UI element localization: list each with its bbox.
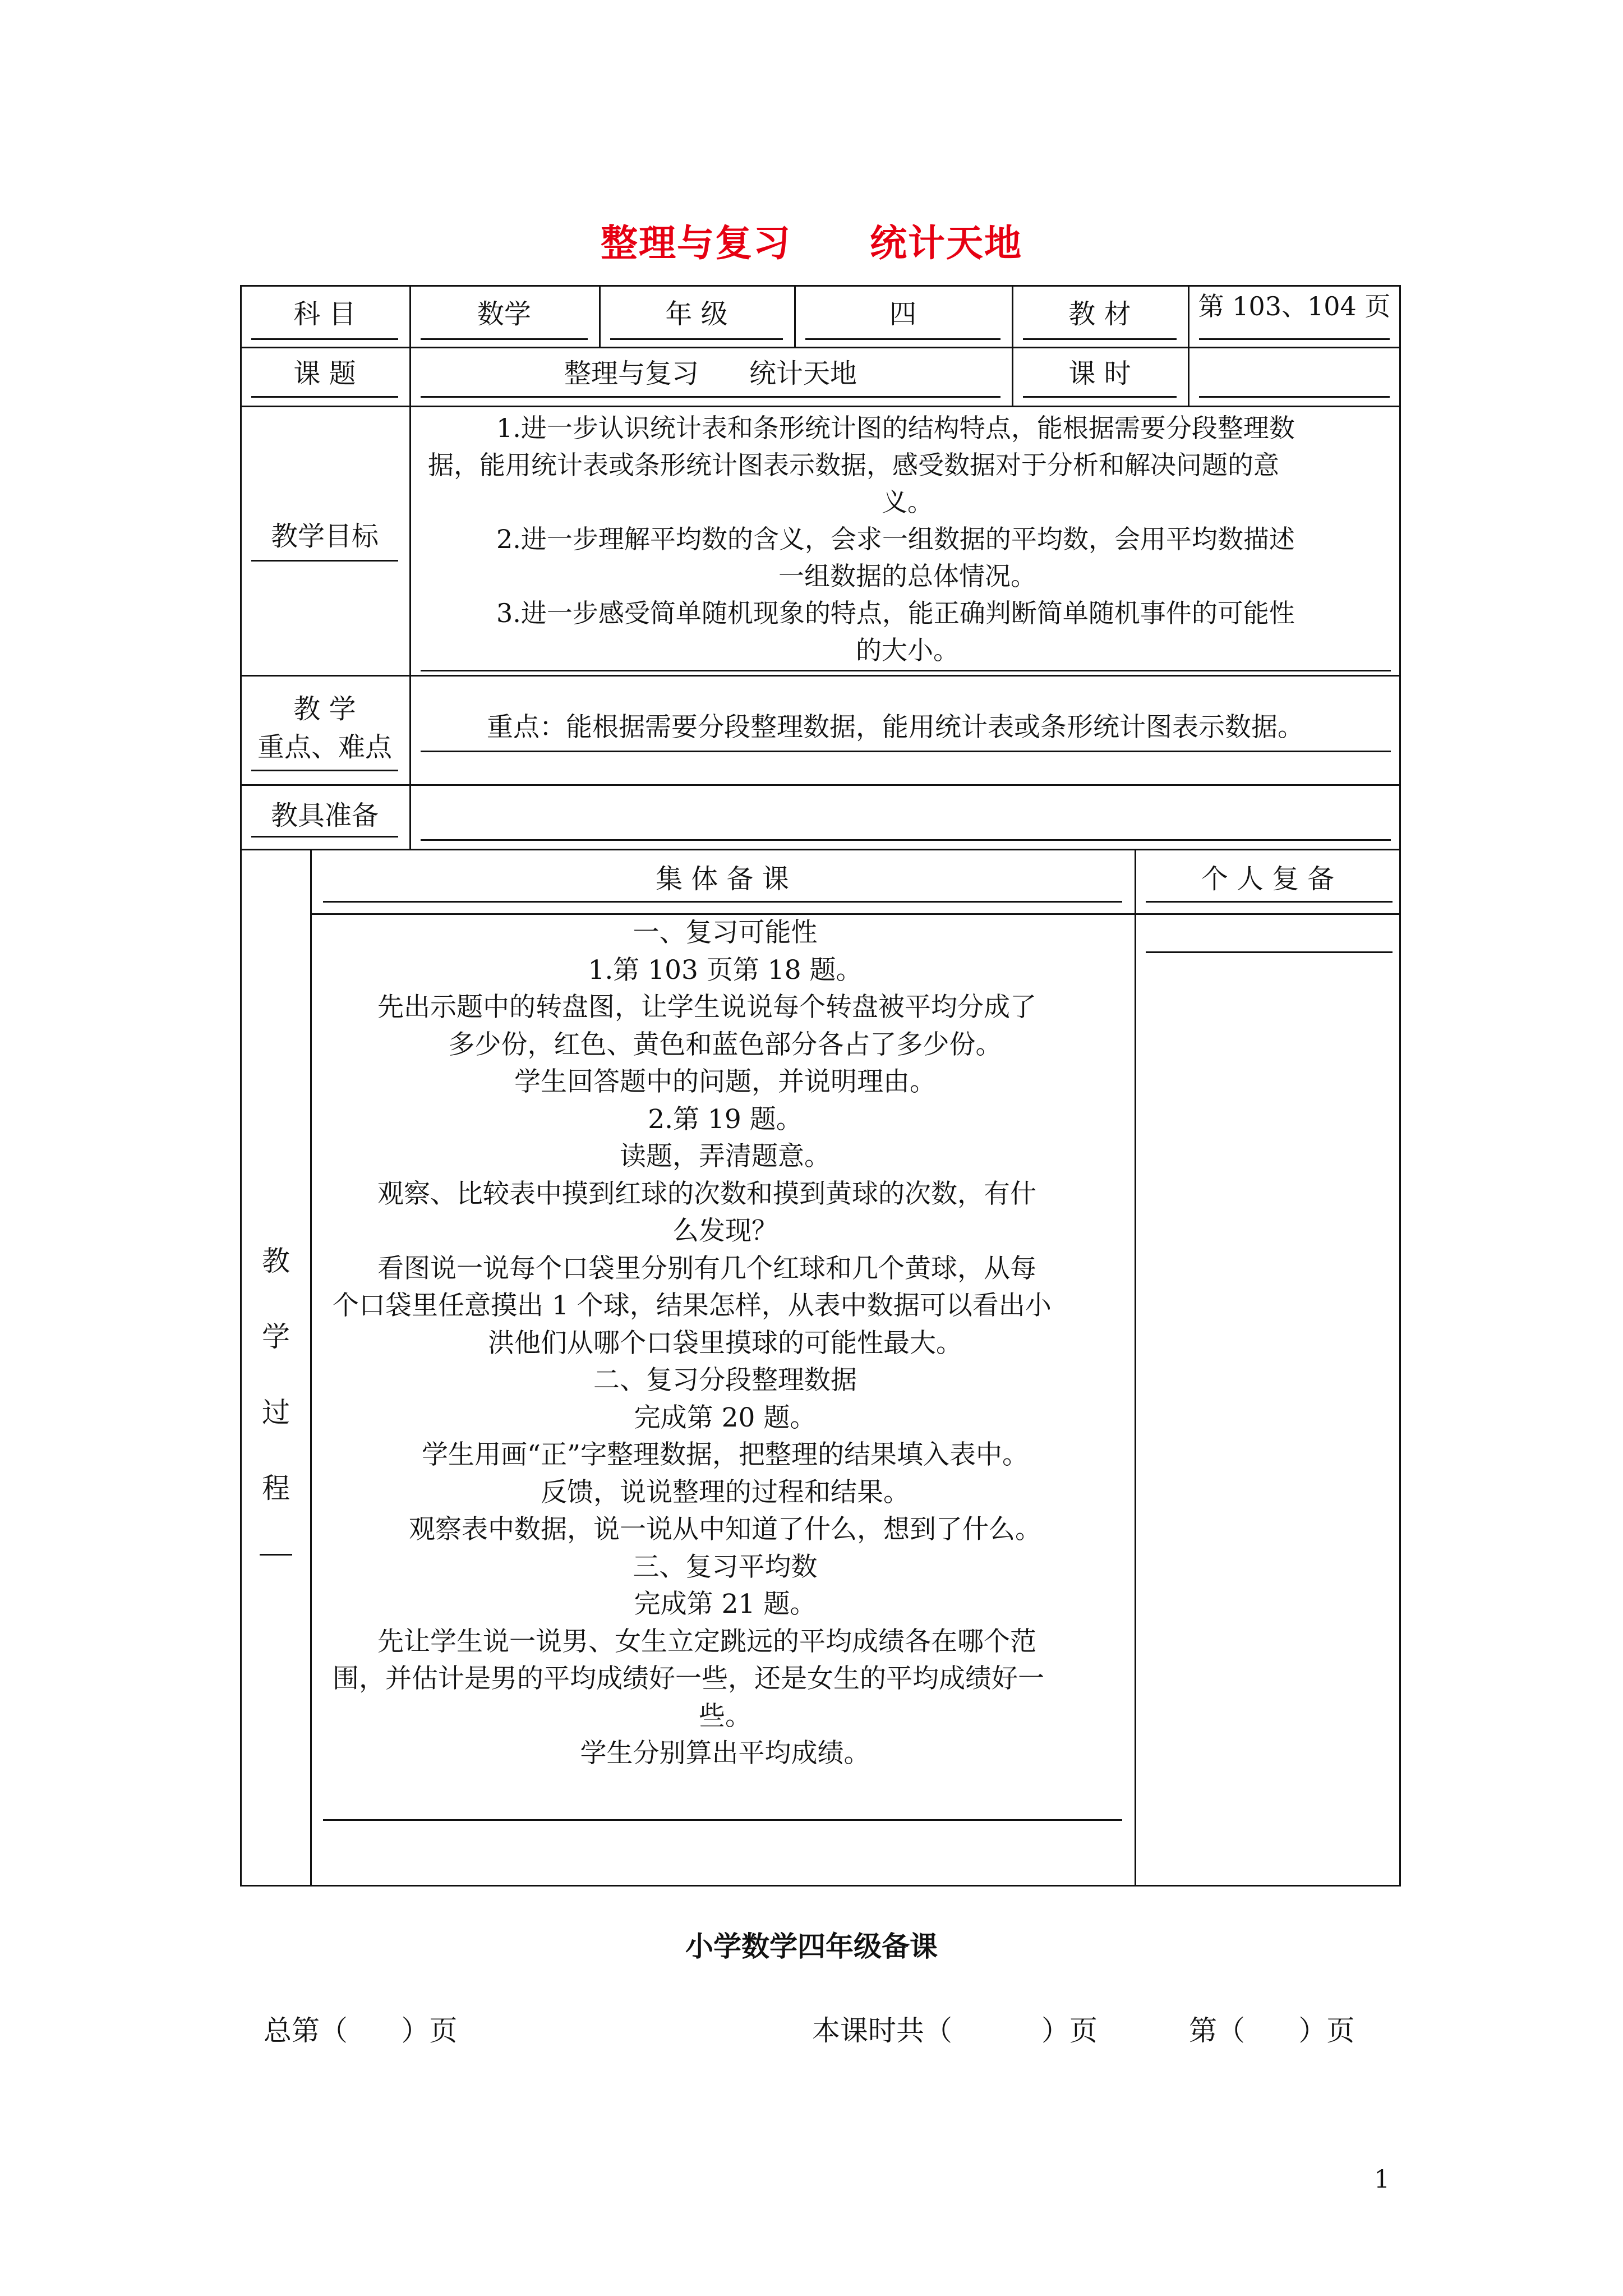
- process-line: 围，并估计是男的平均成绩好一些，还是女生的平均成绩好一: [333, 1663, 1044, 1694]
- process-line: 看图说一说每个口袋里分别有几个红球和几个黄球，从每: [377, 1253, 1036, 1284]
- objective-line: 的大小。: [856, 635, 959, 665]
- process-line: 先让学生说一说男、女生立定跳远的平均成绩各在哪个范: [377, 1626, 1036, 1657]
- title-part-2: 统计天地: [870, 221, 1022, 265]
- process-label-char: 程: [262, 1472, 290, 1504]
- key-points-label-1: 教 学: [293, 693, 356, 725]
- objective-line: 2.进一步理解平均数的含义，会求一组数据的平均数，会用平均数描述: [496, 524, 1295, 554]
- subject-label-underline: [251, 338, 398, 340]
- table-border-top: [240, 285, 1401, 287]
- title-part-1: 整理与复习: [601, 221, 791, 265]
- total-pages: 总第（ ）页: [264, 2014, 458, 2047]
- process-label-char: 教: [262, 1245, 290, 1277]
- process-line: 2.第 19 题。: [648, 1103, 803, 1135]
- process-line: 完成第 21 题。: [634, 1589, 817, 1619]
- process-label-char: 学: [262, 1320, 290, 1353]
- col-divider-process-label: [310, 849, 312, 1887]
- row-divider-5: [240, 849, 1401, 850]
- grade-label-underline: [610, 338, 783, 340]
- textbook-label: 教 材: [1068, 298, 1131, 330]
- objectives-label-underline: [251, 560, 398, 562]
- lesson-pages: 本课时共（ ）页: [812, 2014, 1098, 2047]
- process-line: 一、复习可能性: [633, 917, 818, 948]
- objectives-text: [428, 409, 1387, 669]
- process-line: 先出示题中的转盘图，让学生说说每个转盘被平均分成了: [377, 992, 1036, 1023]
- page-number: 1: [1374, 2165, 1390, 2194]
- materials-label-underline: [251, 836, 398, 838]
- row-divider-2: [240, 406, 1401, 407]
- grade-value: 四: [889, 298, 916, 330]
- key-points-text: 重点：能根据需要分段整理数据，能用统计表或条形统计图表示数据。: [487, 712, 1304, 743]
- process-line: 学生分别算出平均成绩。: [580, 1738, 870, 1769]
- process-line: 三、复习平均数: [633, 1551, 818, 1582]
- collective-prep-header: 集 体 备 课: [656, 863, 789, 895]
- row-divider-1: [240, 347, 1401, 348]
- topic-value: [421, 355, 1000, 393]
- objective-line: 义。: [882, 487, 933, 517]
- process-line: 学生用画“正”字整理数据，把整理的结果填入表中。: [421, 1439, 1029, 1470]
- process-line: 多少份，红色、黄色和蓝色部分各占了多少份。: [448, 1029, 1002, 1060]
- materials-label: 教具准备: [270, 800, 379, 831]
- col-divider-label: [409, 285, 411, 849]
- process-line: 观察、比较表中摸到红球的次数和摸到黄球的次数，有什: [377, 1178, 1036, 1209]
- process-line: 完成第 20 题。: [634, 1402, 817, 1433]
- col-divider-5: [1188, 285, 1189, 406]
- objectives-label: 教学目标: [270, 521, 379, 552]
- process-line: 二、复习分段整理数据: [593, 1365, 857, 1396]
- process-line: 些。: [699, 1700, 751, 1732]
- process-line: 反馈，说说整理的过程和结果。: [541, 1476, 910, 1508]
- process-line: 读题，弄清题意。: [620, 1141, 831, 1172]
- objective-line: 一组数据的总体情况。: [778, 561, 1036, 591]
- textbook-value: 第 103、104 页: [1198, 291, 1391, 321]
- table-border-right: [1399, 285, 1401, 1887]
- period-value-underline: [1199, 396, 1390, 398]
- subject-value: 数学: [477, 298, 531, 330]
- table-border-bottom: [240, 1885, 1401, 1887]
- personal-prep-content-underline: [1146, 951, 1393, 953]
- process-text-underline: [323, 1819, 1122, 1821]
- col-divider-4: [1012, 285, 1013, 406]
- topic-label: 课 题: [293, 358, 356, 389]
- grade-value-underline: [805, 338, 1000, 340]
- col-divider-personal: [1135, 849, 1136, 1887]
- footer-title: 小学数学四年级备课: [685, 1930, 938, 1963]
- process-line: 个口袋里任意摸出 1 个球，结果怎样，从表中数据可以看出小: [333, 1290, 1052, 1321]
- objective-line: 3.进一步感受简单随机现象的特点，能正确判断简单随机事件的可能性: [496, 598, 1295, 628]
- col-divider-3: [794, 285, 796, 347]
- process-line: 么发现？: [672, 1216, 778, 1246]
- personal-prep-header: 个 人 复 备: [1201, 863, 1335, 895]
- subject-value-underline: [421, 338, 588, 340]
- row-divider-3: [240, 675, 1401, 677]
- textbook-label-underline: [1023, 338, 1177, 340]
- subject-label: 科 目: [293, 298, 356, 330]
- topic-label-underline: [251, 396, 398, 398]
- process-line: 1.第 103 页第 18 题。: [588, 954, 863, 986]
- topic-value-part-1: 整理与复习: [564, 358, 699, 389]
- topic-value-underline: [421, 396, 1000, 398]
- process-label-underline: [260, 1554, 292, 1556]
- process-line: 学生回答题中的问题，并说明理由。: [514, 1066, 936, 1097]
- process-text: [333, 914, 1118, 1773]
- table-border-left: [240, 285, 242, 1887]
- period-label: 课 时: [1068, 358, 1131, 389]
- textbook-value-underline: [1199, 338, 1390, 340]
- personal-prep-header-underline: [1146, 901, 1393, 903]
- lesson-plan-table: [240, 285, 1401, 1887]
- process-line: 洪他们从哪个口袋里摸球的可能性最大。: [488, 1327, 962, 1359]
- process-line: 观察表中数据，说一说从中知道了什么，想到了什么。: [409, 1514, 1041, 1545]
- period-label-underline: [1023, 396, 1177, 398]
- key-points-underline: [421, 751, 1391, 752]
- collective-prep-header-underline: [323, 901, 1122, 903]
- materials-value-underline: [421, 839, 1391, 841]
- col-divider-2: [599, 285, 601, 347]
- objective-line: 据，能用统计表或条形统计图表示数据，感受数据对于分析和解决问题的意: [428, 450, 1279, 480]
- page-of: 第（ ）页: [1189, 2014, 1355, 2047]
- objective-line: 1.进一步认识统计表和条形统计图的结构特点，能根据需要分段整理数: [496, 413, 1295, 443]
- objectives-underline: [421, 670, 1391, 671]
- document-title: [0, 213, 1623, 266]
- grade-label: 年 级: [665, 298, 728, 330]
- row-divider-4: [240, 784, 1401, 786]
- topic-value-part-2: 统计天地: [749, 358, 857, 389]
- key-points-label-2: 重点、难点: [257, 731, 392, 763]
- process-label-char: 过: [262, 1396, 290, 1429]
- key-points-label-underline: [251, 770, 398, 771]
